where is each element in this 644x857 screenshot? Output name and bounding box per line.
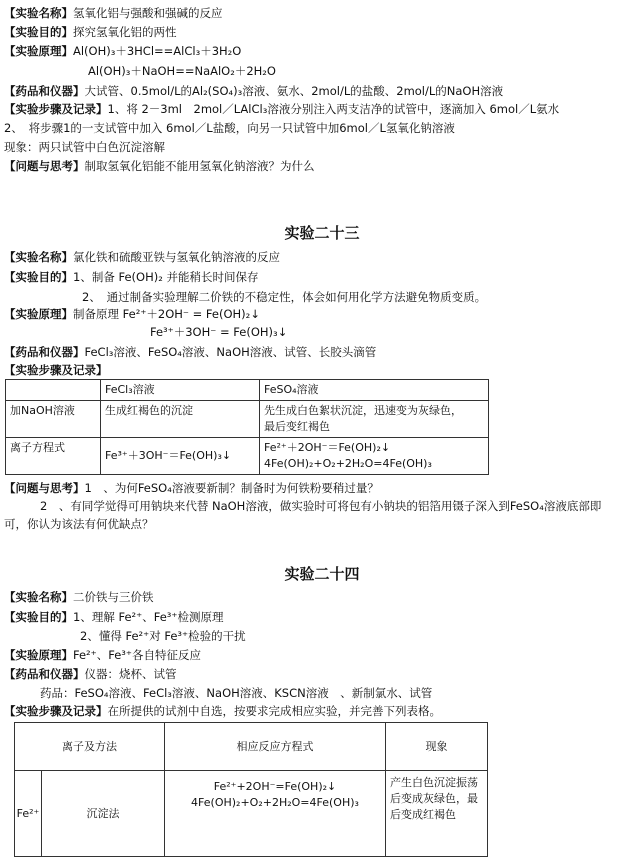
lab22-materials-line <box>4 84 503 99</box>
cell-line: 最后变红褐色 <box>264 420 330 433</box>
value: 1、制备 Fe(OH)₂ 并能稍长时间保存 <box>73 270 259 284</box>
table-row <box>6 380 489 401</box>
lab23-name-line <box>4 250 280 265</box>
value: 在所提供的试剂中自选，按要求完成相应实验，并完善下列表格。 <box>107 704 441 718</box>
lab24-principle-line <box>4 648 201 663</box>
value: 氯化铁和硫酸亚铁与氢氧化钠溶液的反应 <box>73 250 280 264</box>
cell-line: 先生成白色絮状沉淀，迅速变为灰绿色， <box>264 404 462 417</box>
lab22-steps-line <box>4 102 559 117</box>
lab24-goal-line <box>4 610 223 625</box>
label: 【实验步骤及记录】 <box>4 363 108 377</box>
lab22-goal-line <box>4 25 177 40</box>
value: FeCl₃溶液、FeSO₄溶液、NaOH溶液、试管、长胶头滴管 <box>84 345 377 359</box>
table-cell: 现象 <box>386 723 488 771</box>
table-cell: 沉淀法 <box>42 771 165 857</box>
label: 【实验步骤及记录】 <box>4 102 108 116</box>
cell-line: 后变成灰绿色，最 <box>390 792 478 805</box>
value: 氢氧化铝与强酸和强碱的反应 <box>73 6 223 20</box>
table-cell <box>165 771 386 857</box>
label: 【实验名称】 <box>4 6 73 20</box>
value: 1、将 2－3ml 2mol／LAlCl₃溶液分别注入两支洁净的试管中，逐滴加入 6mol／L氨水 <box>107 102 560 116</box>
lab23-table <box>5 379 489 475</box>
label: 【实验目的】 <box>4 25 73 39</box>
table-cell: 离子方程式 <box>6 438 101 475</box>
lab22-step-2: 2、 将步骤1的一支试管中加入 6mol／L盐酸，向另一只试管中加6mol／L氢氧化钠溶液 <box>4 121 455 135</box>
lab22-name-line <box>4 6 223 21</box>
lab23-goal-line <box>4 270 258 285</box>
table-row <box>6 438 489 475</box>
value: 大试管、0.5mol/L的Al₂(SO₄)₃溶液、氨水、2mol/L的盐酸、2mol/L的NaOH溶液 <box>84 84 504 98</box>
lab23-think-3: 可，你认为该法有何优缺点？ <box>4 517 154 531</box>
lab24-goal-2: 2、懂得 Fe²⁺对 Fe³⁺检验的干扰 <box>80 629 246 643</box>
value: Al(OH)₃＋3HCl==AlCl₃＋3H₂O <box>73 44 242 58</box>
lab24-steps-line <box>4 704 441 719</box>
cell-line: Fe²⁺＋2OH⁻＝Fe(OH)₂↓ <box>264 441 391 454</box>
lab24-materials-2: 药品：FeSO₄溶液、FeCl₃溶液、NaOH溶液、KSCN溶液 、新制氯水、试管 <box>40 686 433 700</box>
table-cell <box>260 401 489 438</box>
lab23-principle-2: Fe³⁺＋3OH⁻ = Fe(OH)₃↓ <box>150 325 288 339</box>
lab23-principle-line <box>4 307 260 322</box>
cell-line: Fe²⁺+2OH⁻=Fe(OH)₂↓ <box>213 780 337 793</box>
cell-line: 产生白色沉淀振荡 <box>390 776 478 789</box>
table-row <box>6 401 489 438</box>
value: 探究氢氧化铝的两性 <box>73 25 177 39</box>
lab22-observation: 现象：两只试管中白色沉淀溶解 <box>4 140 165 154</box>
lab23-steps-label <box>4 363 108 378</box>
cell-line: 后变成红褐色 <box>390 808 456 821</box>
lab23-goal-2: 2、 通过制备实验理解二价铁的不稳定性，体会如何用化学方法避免物质变质。 <box>82 290 487 304</box>
label: 【实验名称】 <box>4 250 73 264</box>
table-cell: 加NaOH溶液 <box>6 401 101 438</box>
value: 1、理解 Fe²⁺、Fe³⁺检测原理 <box>73 610 224 624</box>
table-cell: Fe³⁺＋3OH⁻＝Fe(OH)₃↓ <box>101 438 260 475</box>
value: 二价铁与三价铁 <box>73 590 154 604</box>
label: 【实验目的】 <box>4 270 73 284</box>
table-cell: FeCl₃溶液 <box>101 380 260 401</box>
lab23-think-line <box>4 481 379 496</box>
value: 1 、为何FeSO₄溶液要新制？制备时为何铁粉要稍过量？ <box>84 481 379 495</box>
lab22-think-line <box>4 159 315 174</box>
label: 【实验原理】 <box>4 648 73 662</box>
lab23-think-2: 2 、有同学觉得可用钠块来代替 NaOH溶液，做实验时可将包有小钠块的铝箔用镊子深入到FeSO₄溶液底部即 <box>40 499 602 513</box>
lab22-principle-line <box>4 44 241 59</box>
lab24-table <box>14 722 488 857</box>
table-cell <box>260 438 489 475</box>
value: Fe²⁺、Fe³⁺各自特征反应 <box>73 648 201 662</box>
cell-line: 4Fe(OH)₂+O₂+2H₂O=4Fe(OH)₃ <box>264 457 432 470</box>
table-row <box>15 723 488 771</box>
label: 【实验步骤及记录】 <box>4 704 108 718</box>
table-cell: 离子及方法 <box>15 723 165 771</box>
label: 【药品和仪器】 <box>4 667 85 681</box>
cell-line: 4Fe(OH)₂+O₂+2H₂O=4Fe(OH)₃ <box>191 796 359 809</box>
label: 【问题与思考】 <box>4 481 85 495</box>
label: 【实验原理】 <box>4 307 73 321</box>
table-cell: 生成红褐色的沉淀 <box>101 401 260 438</box>
table-cell: FeSO₄溶液 <box>260 380 489 401</box>
value: 仪器：烧杯、试管 <box>84 667 177 681</box>
table-cell: 相应反应方程式 <box>165 723 386 771</box>
lab24-materials-line <box>4 667 177 682</box>
label: 【药品和仪器】 <box>4 84 85 98</box>
lab23-materials-line <box>4 345 376 360</box>
label: 【药品和仪器】 <box>4 345 85 359</box>
label: 【实验原理】 <box>4 44 73 58</box>
table-cell: Fe²⁺ <box>15 771 42 857</box>
table-row <box>15 771 488 857</box>
table-cell <box>386 771 488 857</box>
label: 【问题与思考】 <box>4 159 85 173</box>
lab24-title: 实验二十四 <box>284 565 360 583</box>
value: 制备原理 Fe²⁺＋2OH⁻ = Fe(OH)₂↓ <box>73 307 260 321</box>
label: 【实验目的】 <box>4 610 73 624</box>
table-cell <box>6 380 101 401</box>
lab24-name-line <box>4 590 154 605</box>
lab22-principle-2: Al(OH)₃＋NaOH==NaAlO₂＋2H₂O <box>88 64 276 78</box>
lab23-title: 实验二十三 <box>284 224 360 242</box>
label: 【实验名称】 <box>4 590 73 604</box>
value: 制取氢氧化铝能不能用氢氧化钠溶液？为什么 <box>84 159 315 173</box>
